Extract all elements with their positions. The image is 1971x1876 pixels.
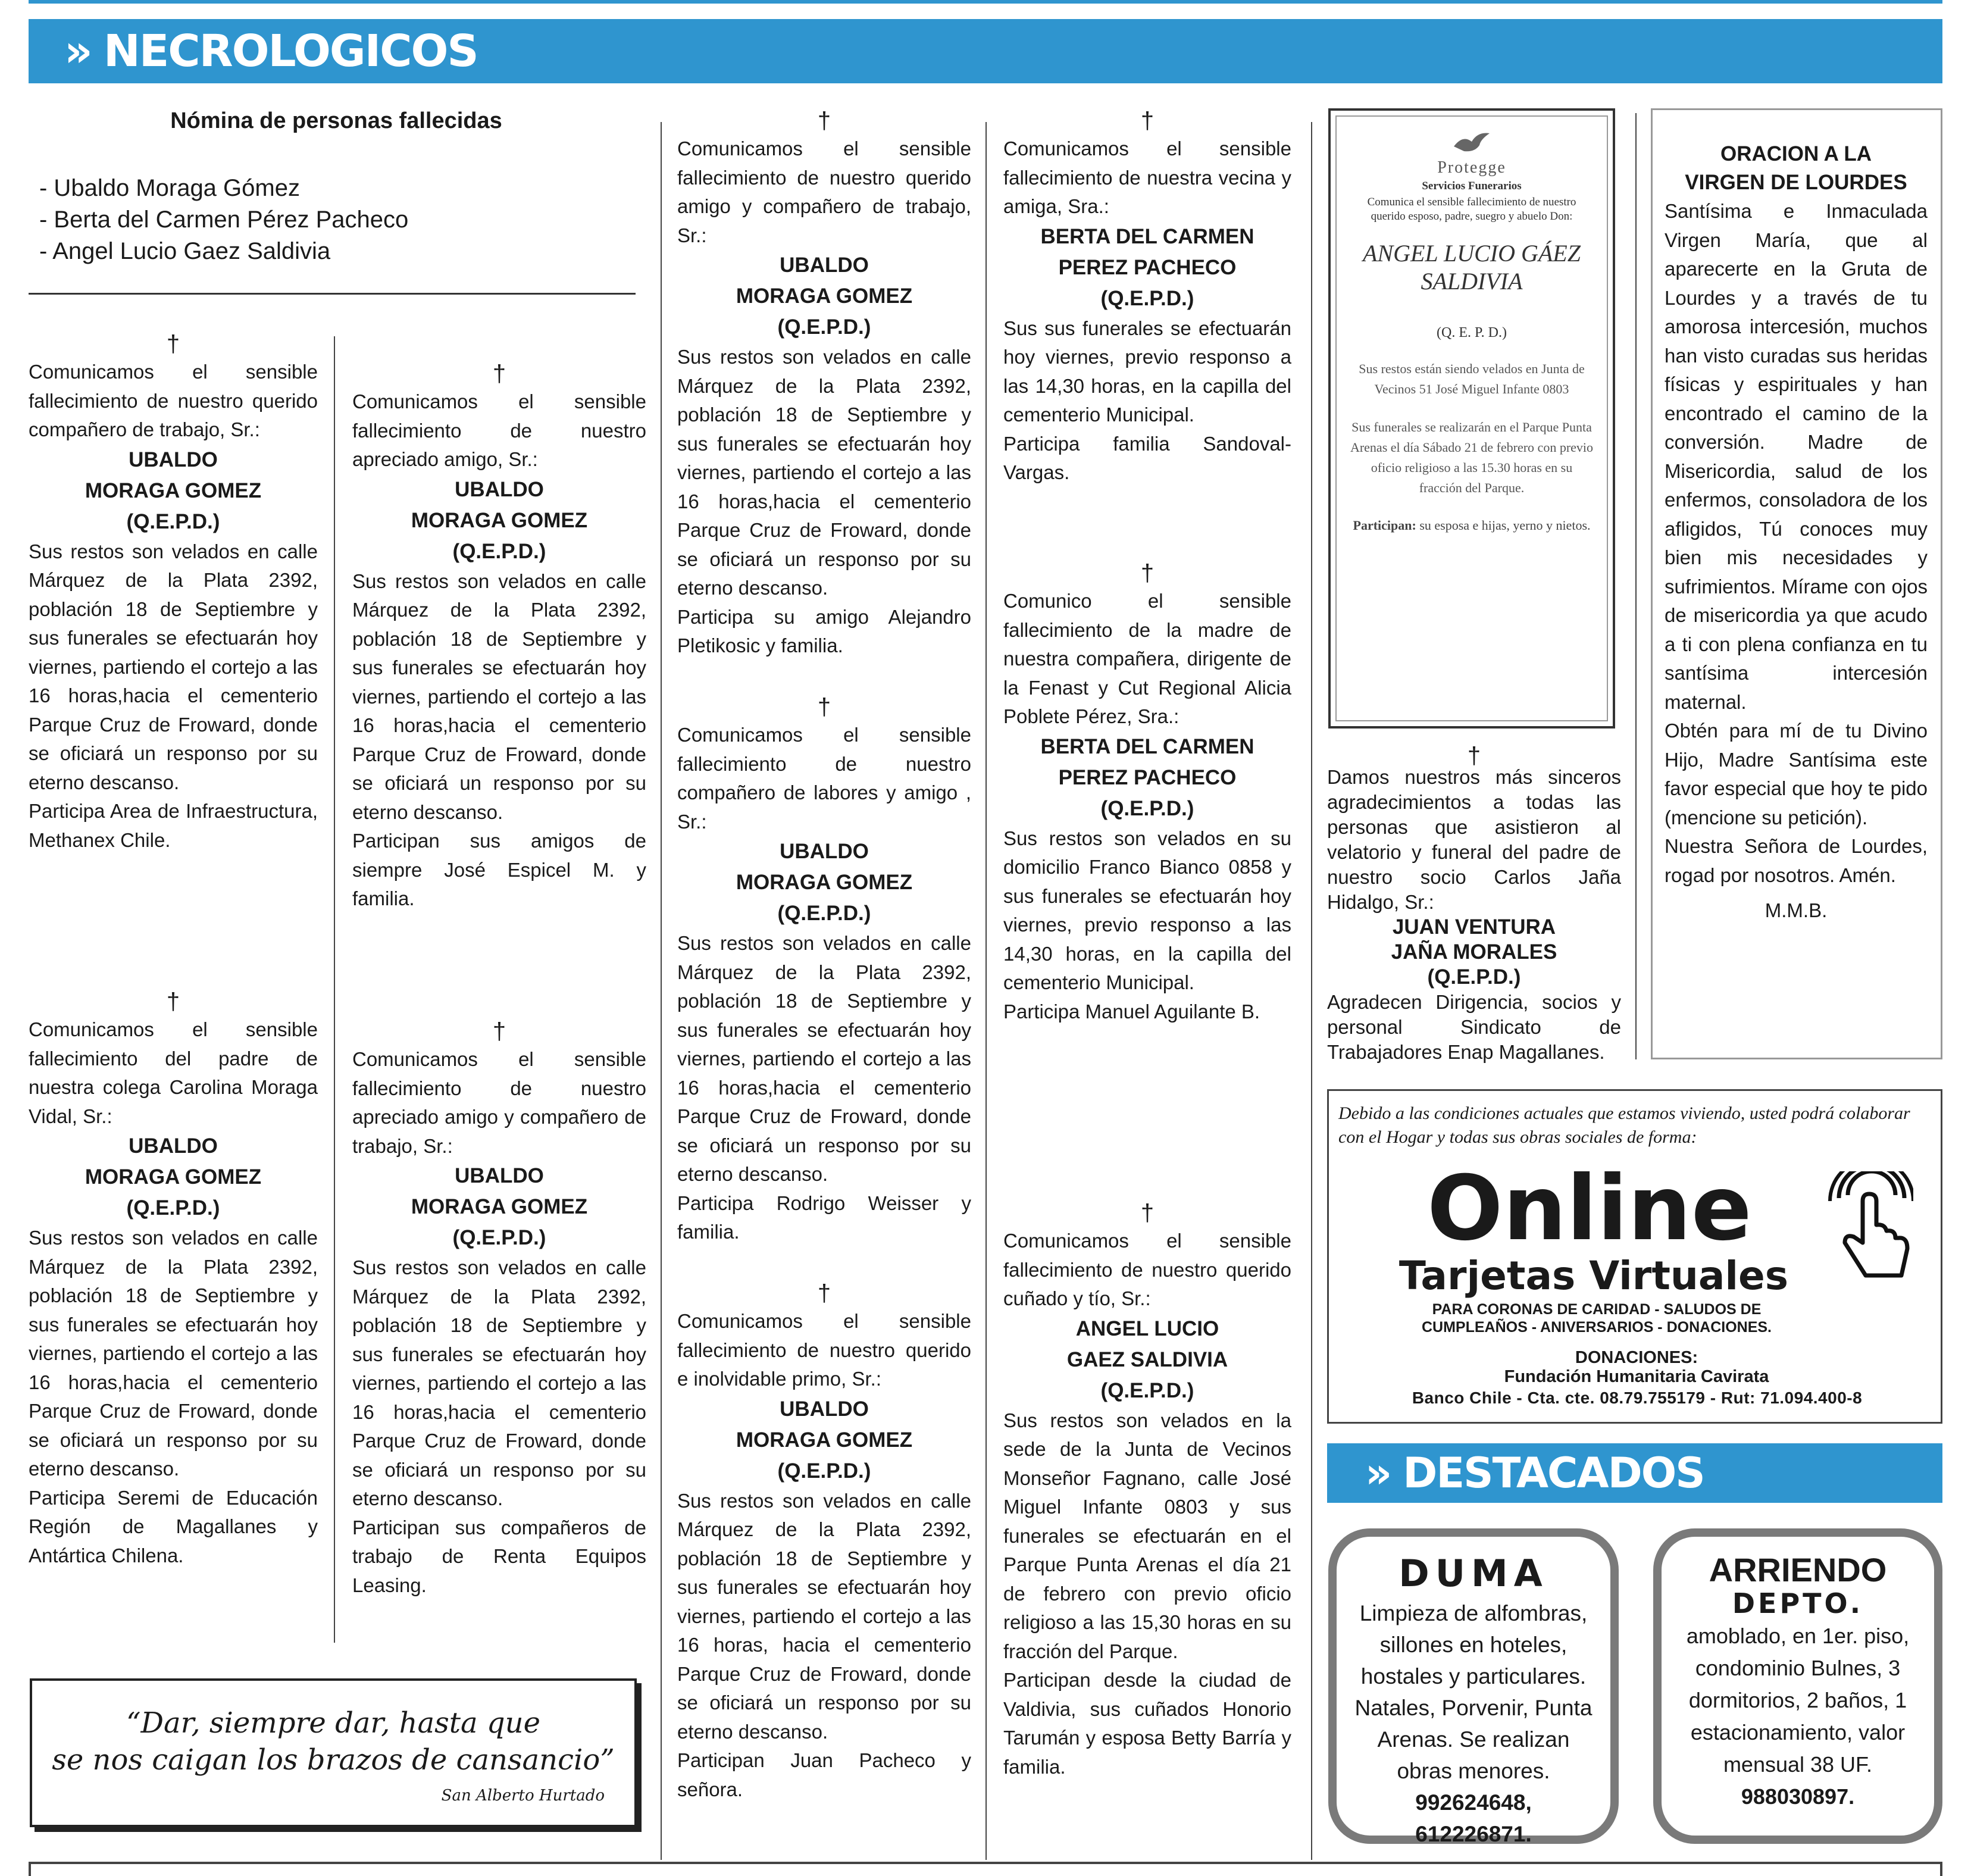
notice-body: Sus restos son velados en calle Márquez de la Plata 2392, población 18 de Septiembre y sus funerales se efectuarán hoy viernes, partiendo el cortejo a las 16 horas, hacia el cementerio Parque Cruz de Froward, donde se oficiará un responso por su eterno descanso.	[677, 1489, 971, 1743]
column-divider	[334, 336, 335, 1643]
protegge-funerales: Sus funerales se realizarán en el Parque Punta Arenas el día Sábado 21 de febrero con previo oficio religioso a las 15.30 horas en su fracción del Parque.	[1350, 420, 1594, 495]
online-sub: Tarjetas Virtuales	[1399, 1253, 1789, 1299]
column-divider	[1635, 113, 1637, 1059]
deceased-name: JAÑA MORALES	[1391, 940, 1557, 964]
participan-text: su esposa e hijas, yerno y nietos.	[1419, 518, 1591, 533]
qepd: (Q.E.P.D.)	[452, 1226, 546, 1249]
ad-title: ARRIENDO	[1709, 1551, 1887, 1589]
top-rule	[29, 0, 1942, 4]
notice-body: Sus restos son velados en calle Márquez de la Plata 2392, población 18 de Septiembre y sus funerales se efectuarán hoy viernes, partiendo el cortejo a las 16 horas,hacia el cementerio Parque Cruz de Froward, donde se oficiará un responso por su eterno descanso.	[677, 346, 971, 599]
qepd: (Q.E.P.D.)	[1100, 796, 1194, 820]
notice-sign: Participa Manuel Aguilante B.	[1003, 1000, 1260, 1023]
notice-body: Sus restos son velados en calle Márquez de la Plata 2392, población 18 de Septiembre y sus funerales se efectuarán hoy viernes, partiendo el cortejo a las 16 horas,hacia el cementerio Parque Cruz de Froward, donde se oficiará un responso por su eterno descanso.	[352, 1256, 646, 1509]
deceased-name: PEREZ PACHECO	[1058, 765, 1237, 789]
bottom-box-edge	[29, 1862, 1942, 1876]
deceased-name: ANGEL LUCIO	[1075, 1317, 1219, 1340]
notice	[29, 988, 318, 1570]
deceased-name: MORAGA GOMEZ	[736, 284, 913, 308]
deceased-name: BERTA DEL CARMEN	[1040, 224, 1254, 248]
deceased-name: UBALDO	[780, 840, 869, 863]
notice-sign: Participan sus amigos de siempre José Espicel M. y familia.	[352, 830, 646, 909]
list-item: - Ubaldo Moraga Gómez	[39, 175, 300, 201]
deceased-name: UBALDO	[455, 477, 544, 501]
deceased-name: BERTA DEL CARMEN	[1040, 734, 1254, 758]
cross-icon: †	[1140, 1200, 1155, 1226]
deceased-name: MORAGA GOMEZ	[736, 871, 913, 894]
deceased-name: UBALDO	[129, 448, 218, 471]
oracion-title: ORACION A LA	[1720, 142, 1872, 165]
deceased-name: MORAGA GOMEZ	[85, 1165, 262, 1189]
notice-body: Sus restos son velados en calle Márquez de la Plata 2392, población 18 de Septiembre y sus funerales se efectuarán hoy viernes, partiendo el cortejo a las 16 horas,hacia el cementerio Parque Cruz de Froward, donde se oficiará un responso por su eterno descanso.	[29, 540, 318, 793]
cross-icon: †	[1140, 560, 1155, 586]
notice-sign: Participan Juan Pacheco y señora.	[677, 1749, 971, 1800]
deceased-name: SALDIVIA	[1421, 268, 1523, 295]
notice-intro: Comunicamos el sensible fallecimiento de nuestro apreciado amigo y compañero de trabajo, Sr.:	[352, 1048, 646, 1157]
chevron-icon: »	[64, 26, 93, 77]
notice	[677, 693, 971, 1247]
cross-icon: †	[817, 108, 831, 134]
notice	[677, 1280, 971, 1804]
notice-sign: Participa Seremi de Educación Región de Magallanes y Antártica Chilena.	[29, 1486, 318, 1567]
ad-text: amoblado, en 1er. piso, condominio Bulnes, 3 dormitorios, 2 baños, 1 estacionamiento, valor mensual 38 UF.	[1686, 1624, 1910, 1777]
oracion-body: Obtén para mí de tu Divino Hijo, Madre Santísima este favor especial que hoy te pido (mencione su petición).	[1665, 720, 1928, 828]
online-donations-ad	[1327, 1089, 1942, 1424]
notice-body: Sus restos son velados en calle Márquez de la Plata 2392, población 18 de Septiembre y sus funerales se efectuarán hoy viernes, partiendo el cortejo a las 16 horas,hacia el cementerio Parque Cruz de Froward, donde se oficiará un responso por su eterno descanso.	[29, 1227, 318, 1480]
notice-intro: Comunico el sensible fallecimiento de la madre de nuestra compañera, dirigente de la Fenast y Cut Regional Alicia Poblete Pérez, Sra.:	[1003, 590, 1291, 727]
notice	[352, 1018, 646, 1600]
notice-intro: Comunicamos el sensible fallecimiento de nuestro querido compañero de trabajo, Sr.:	[29, 361, 318, 440]
donaciones-org: Fundación Humanitaria Cavirata	[1504, 1367, 1769, 1386]
nomina-list	[39, 173, 634, 267]
notice-sign: Participa su amigo Alejandro Pletikosic y familia.	[677, 605, 971, 656]
qepd: (Q. E. P. D.)	[1437, 325, 1507, 340]
deceased-name: PEREZ PACHECO	[1058, 255, 1237, 279]
brand-name: Protegge	[1437, 158, 1506, 177]
deceased-name: UBALDO	[455, 1164, 544, 1187]
notice-intro: Comunicamos el sensible fallecimiento de nuestra vecina y amiga, Sra.:	[1003, 137, 1291, 217]
online-para: CUMPLEAÑOS - ANIVERSARIOS - DONACIONES.	[1421, 1319, 1772, 1336]
protegge-velados: Sus restos están siendo velados en Junta de Vecinos 51 José Miguel Infante 0803	[1359, 361, 1585, 396]
section-header-necrologicos	[29, 19, 1942, 83]
touch-hand-icon	[1812, 1171, 1913, 1284]
notice-sign: Participan desde la ciudad de Valdivia, sus cuñados Honorio Tarumán y esposa Betty Barría y familia.	[1003, 1669, 1291, 1778]
column-divider	[661, 122, 662, 1860]
notice-body: Sus sus funerales se efectuarán hoy viernes, previo responso a las 14,30 horas, en la capilla del cementerio Municipal.	[1003, 317, 1291, 426]
oracion-body: Nuestra Señora de Lourdes, rogad por nosotros. Amén.	[1665, 835, 1928, 886]
list-item: - Berta del Carmen Pérez Pacheco	[39, 207, 409, 233]
chevron-icon: »	[1365, 1449, 1393, 1497]
oracion-box	[1651, 108, 1942, 1059]
notice-sign: Participa Rodrigo Weisser y familia.	[677, 1192, 971, 1243]
notice	[1003, 559, 1291, 1026]
donaciones-title: DONACIONES:	[1575, 1348, 1698, 1367]
section-title: NECROLOGICOS	[103, 26, 478, 77]
ad-phone: 988030897.	[1741, 1784, 1855, 1809]
quote-text: se nos caigan los brazos de cansancio”	[52, 1743, 615, 1777]
deceased-name: MORAGA GOMEZ	[411, 508, 588, 532]
notice-body: Sus restos son velados en calle Márquez de la Plata 2392, población 18 de Septiembre y sus funerales se efectuarán hoy viernes, partiendo el cortejo a las 16 horas,hacia el cementerio Parque Cruz de Froward, donde se oficiará un responso por su eterno descanso.	[352, 570, 646, 823]
oracion-sign: M.M.B.	[1764, 899, 1828, 921]
notice-intro: Damos nuestros más sinceros agradecimientos a todas las personas que asistieron al velatorio y funeral del padre de nuestro socio Carlos Jaña Hidalgo, Sr.:	[1327, 766, 1621, 913]
notice-body: Sus restos son velados en la sede de la Junta de Vecinos Monseñor Fagnano, calle José Miguel Infante 0803 y sus funerales se efectuarán en el Parque Punta Arenas el día 21 de febrero con previo oficio religioso a las 15,30 horas en su fracción del Parque.	[1003, 1409, 1291, 1662]
notice-sign: Participa familia Sandoval-Vargas.	[1003, 432, 1291, 483]
qepd: (Q.E.P.D.)	[452, 539, 546, 563]
quote-author: San Alberto Hurtado	[441, 1787, 605, 1805]
deceased-name: MORAGA GOMEZ	[411, 1195, 588, 1218]
cross-icon: †	[492, 361, 506, 387]
deceased-name: JUAN VENTURA	[1392, 915, 1556, 939]
notice	[677, 107, 971, 661]
notice-intro: Comunicamos el sensible fallecimiento de nuestro querido amigo y compañero de trabajo, Sr.:	[677, 137, 971, 246]
oracion-title: VIRGEN DE LOURDES	[1685, 171, 1907, 194]
qepd: (Q.E.P.D.)	[1100, 1378, 1194, 1402]
dove-logo-icon	[1451, 129, 1493, 158]
qepd: (Q.E.P.D.)	[777, 315, 871, 339]
list-item: - Angel Lucio Gaez Saldivia	[39, 238, 331, 264]
notice-intro: Comunicamos el sensible fallecimiento de nuestro querido e inolvidable primo, Sr.:	[677, 1310, 971, 1390]
qepd: (Q.E.P.D.)	[1427, 965, 1521, 989]
notice	[352, 360, 646, 914]
notice-body: Sus restos son velados en calle Márquez de la Plata 2392, población 18 de Septiembre y sus funerales se efectuarán hoy viernes, partiendo el cortejo a las 16 horas,hacia el cementerio Parque Cruz de Froward, donde se oficiará un responso por su eterno descanso.	[677, 932, 971, 1185]
brand-sub: Servicios Funerarios	[1422, 180, 1522, 192]
notice-sign: Agradecen Dirigencia, socios y personal Sindicato de Trabajadores Enap Magallanes.	[1327, 991, 1621, 1063]
donaciones-bank: Banco Chile - Cta. cte. 08.79.755179 - Rut: 71.094.400-8	[1412, 1389, 1863, 1407]
qepd: (Q.E.P.D.)	[777, 1459, 871, 1483]
cross-icon: †	[817, 1280, 831, 1306]
deceased-name: ANGEL LUCIO GÁEZ	[1363, 240, 1581, 267]
column-divider	[1311, 122, 1312, 1860]
notice	[29, 330, 318, 855]
cross-icon: †	[166, 989, 180, 1015]
cross-icon: †	[1140, 108, 1155, 134]
cross-icon: †	[166, 331, 180, 357]
online-para: PARA CORONAS DE CARIDAD - SALUDOS DE	[1432, 1301, 1762, 1318]
online-big: Online	[1427, 1157, 1752, 1261]
deceased-name: MORAGA GOMEZ	[736, 1428, 913, 1452]
notice-intro: Comunicamos el sensible fallecimiento de nuestro apreciado amigo, Sr.:	[352, 390, 646, 470]
nomina-title: Nómina de personas fallecidas	[170, 108, 502, 133]
notice	[1003, 1199, 1291, 1781]
ad-subtitle: DEPTO.	[1732, 1587, 1864, 1619]
agradecimiento	[1327, 743, 1621, 1065]
notice-intro: Comunicamos el sensible fallecimiento del padre de nuestra colega Carolina Moraga Vidal, Sr.:	[29, 1018, 318, 1127]
section-header-destacados	[1327, 1443, 1942, 1503]
cross-icon: †	[1467, 743, 1481, 769]
column-divider	[986, 122, 987, 1860]
deceased-name: GAEZ SALDIVIA	[1066, 1347, 1228, 1371]
participan-label: Participan:	[1353, 518, 1416, 533]
protegge-notice	[1328, 108, 1615, 728]
online-intro: Debido a las condiciones actuales que estamos viviendo, usted podrá colaborar con el Hogar y todas sus obras sociales de forma:	[1338, 1103, 1910, 1147]
divider	[29, 293, 636, 295]
oracion-body: Santísima e Inmaculada Virgen María, que al aparecerte en la Gruta de Lourdes y a través de tu amorosa intercesión, muchos han visto curadas sus heridas físicas y espirituales y han encontrado el camino de la conversión. Madre de Misericordia, salud de los enfermos, consoladora de los afligidos, Tú conoces muy bien mis necesidades y sufrimientos. Mírame con ojos de misericordia ya que acudo a ti con plena confianza en tu santísima intercesión maternal.	[1665, 200, 1928, 713]
cross-icon: †	[492, 1018, 506, 1045]
ad-text: Limpieza de alfombras, sillones en hoteles, hostales y particulares. Natales, Porvenir, Punta Arenas. Se realizan obras menores.	[1354, 1601, 1593, 1783]
section-title: DESTACADOS	[1403, 1449, 1704, 1497]
ad-phone: 992624648, 612226871.	[1415, 1790, 1532, 1846]
deceased-name: MORAGA GOMEZ	[85, 479, 262, 502]
quote-box	[30, 1678, 637, 1827]
notice-sign: Participan sus compañeros de trabajo de Renta Equipos Leasing.	[352, 1516, 646, 1596]
qepd: (Q.E.P.D.)	[126, 509, 220, 533]
notice-intro: Comunicamos el sensible fallecimiento de nuestro compañero de labores y amigo , Sr.:	[677, 724, 971, 833]
qepd: (Q.E.P.D.)	[126, 1196, 220, 1220]
deceased-name: UBALDO	[780, 254, 869, 277]
deceased-name: UBALDO	[780, 1397, 869, 1421]
arriendo-ad	[1653, 1528, 1942, 1844]
cross-icon: †	[817, 694, 831, 720]
notice-sign: Participa Area de Infraestructura, Methanex Chile.	[29, 800, 318, 851]
duma-ad	[1328, 1528, 1619, 1844]
notice-intro: Comunicamos el sensible fallecimiento de nuestro querido cuñado y tío, Sr.:	[1003, 1230, 1291, 1309]
ad-title: DUMA	[1399, 1552, 1548, 1595]
qepd: (Q.E.P.D.)	[1100, 286, 1194, 310]
quote-text: “Dar, siempre dar, hasta que	[126, 1706, 540, 1740]
notice	[1003, 107, 1291, 487]
protegge-intro: Comunica el sensible fallecimiento de nuestro querido esposo, padre, suegro y abuelo Don:	[1367, 196, 1576, 223]
qepd: (Q.E.P.D.)	[777, 902, 871, 925]
notice-body: Sus restos son velados en su domicilio Franco Bianco 0858 y sus funerales se efectuarán hoy viernes, previo responso a las 14,30 horas, en la capilla del cementerio Municipal.	[1003, 827, 1291, 993]
deceased-name: UBALDO	[129, 1134, 218, 1158]
